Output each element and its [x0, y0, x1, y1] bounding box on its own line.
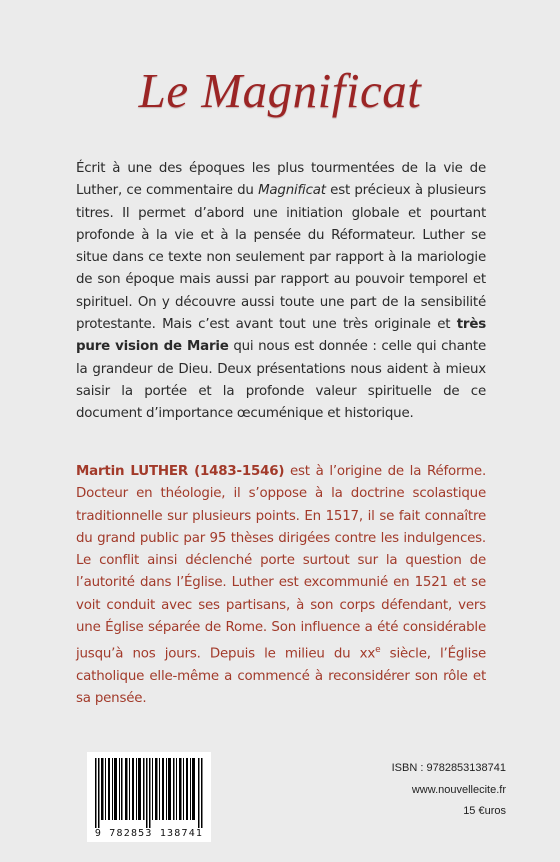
- isbn-label: ISBN : 9782853138741: [391, 762, 506, 774]
- barcode: [87, 752, 211, 842]
- book-blurb: [76, 158, 486, 426]
- publisher-website: www.nouvellecite.fr: [411, 784, 506, 796]
- blurb-text-3: qui nous est donnée : celle qui chante la grandeur de Dieu. Deux présentations nous aident à mieux saisir la portée et la profonde valeur spirituelle de ce document d’importance œcuménique et historique.: [76, 339, 486, 422]
- price-label: 15 €uros: [463, 805, 506, 817]
- blurb-text-1: Écrit à une des époques les plus tourmentées de la vie de Luther, ce commentaire du: [76, 161, 486, 199]
- century-numeral: xx: [359, 646, 376, 662]
- century-superscript: e: [375, 645, 381, 656]
- author-bio: [76, 461, 486, 711]
- blurb-text-2: est précieux à plusieurs titres. Il permet d’abord une initiation globale et pourtant profonde à la vie et à la pensée du Réformateur. Luther se situe dans ce texte non seulement par rapport à la mariologie de son époque mais aussi par rapport au pouvoir temporel et spirituel. On y découvre aussi toute une part de la sensibilité protestante. Mais c’est avant tout une très originale et: [76, 183, 486, 333]
- bio-text-1: est à l’origine de la Réforme. Docteur en théologie, il s’oppose à la doctrine scolastique traditionnelle sur plusieurs points. En 1517, il se fait connaître du grand public par 95 thèses dirigées contre les indulgences. Le conflit ainsi déclenché porte surtout sur la question de l’autorité dans l’Église. Luther est excommunié en 1521 et se voit conduit avec ses partisans, à son corps défendant, vers une Église séparée de Rome. Son influence a été considérable jusqu’à nos jours. Depuis le milieu du: [76, 464, 486, 662]
- book-title: Le Magnificat: [138, 63, 422, 118]
- barcode-digits: 9 782853 138741: [94, 828, 204, 839]
- blurb-highlight: très pure vision de Marie: [76, 317, 486, 355]
- blurb-magnificat-italic: Magnificat: [258, 183, 326, 199]
- author-name: Martin LUTHER (1483-1546): [76, 464, 285, 479]
- bio-text-2: siècle, l’Église catholique elle-même a commencé à reconsidérer son rôle et sa pensée.: [76, 646, 487, 707]
- barcode-bars: [95, 758, 203, 828]
